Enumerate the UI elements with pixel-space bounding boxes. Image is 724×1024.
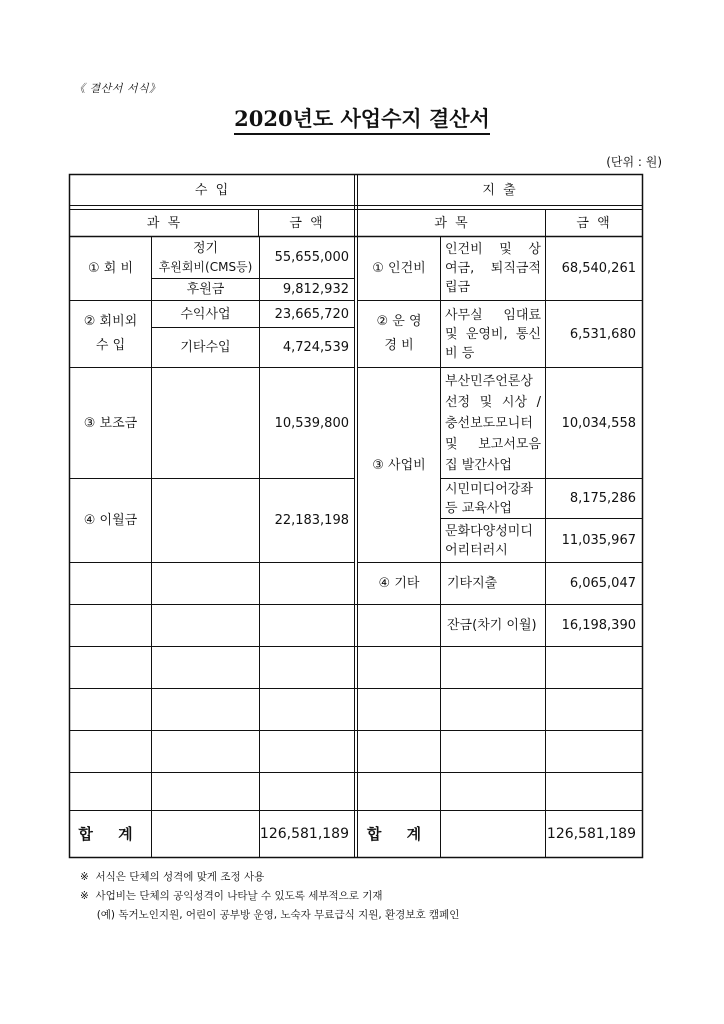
expense-operation-label-line2: 경 비 [384, 338, 414, 353]
expense-project-item1-line4: 및 보고서모음 [445, 436, 541, 452]
income-donation-amount: 9,812,932 [282, 282, 349, 297]
document-title-text: 2020년도 사업수지 결산서 [234, 106, 490, 135]
expense-other-detail: 기타지출 [447, 576, 498, 591]
income-regular-label-line2: 후원회비(CMS등) [158, 259, 253, 274]
income-profit-amount: 23,665,720 [274, 306, 349, 322]
header-expense-item: 과 목 [434, 215, 470, 231]
income-carryover-label: ④ 이월금 [83, 513, 138, 528]
income-other-label-line2: 수 입 [95, 338, 126, 353]
expense-personnel-detail-line2: 여금, 퇴직금적 [445, 261, 541, 276]
expense-personnel-detail-line1: 인건비 및 상 [445, 242, 541, 257]
expense-personnel-amount: 68,540,261 [561, 261, 636, 276]
expense-total-amount: 126,581,189 [546, 825, 636, 842]
header-income-amount: 금 액 [289, 215, 325, 231]
expense-project-item2-line2: 등 교육사업 [445, 500, 512, 516]
expense-project-item3-line2: 어리터러시 [445, 542, 508, 558]
income-regular-label-line1: 정기 [192, 240, 219, 256]
expense-other-amount: 6,065,047 [569, 576, 636, 591]
notes [80, 868, 459, 925]
expense-total-label: 합 계 [366, 824, 432, 843]
expense-project-item3-line1: 문화다양성미디 [445, 523, 533, 539]
header-income-item: 과 목 [146, 215, 183, 231]
expense-project-item3-detail [441, 519, 545, 562]
expense-personnel-detail-line3: 립금 [445, 280, 471, 295]
expense-operation-label [358, 301, 440, 367]
note-line: (예) 독거노인지원, 어린이 공부방 운영, 노숙자 무료급식 지원, 환경보호 캠페인 [80, 909, 460, 921]
expense-operation-detail-line2: 및 운영비, 통신 [445, 326, 541, 342]
expense-project-item1-line1: 부산민주언론상 [445, 373, 533, 389]
income-membership-label: ① 회 비 [87, 261, 134, 276]
income-subsidy-amount: 10,539,800 [274, 415, 349, 431]
expense-personnel-detail [441, 237, 545, 300]
expense-project-item1-detail [441, 368, 545, 478]
expense-project-item2-line1: 시민미디어강좌 [445, 481, 533, 497]
income-regular-label [152, 237, 259, 278]
note-line: ※ 사업비는 단체의 공익성격이 나타날 수 있도록 세부적으로 기재 [80, 890, 383, 902]
expense-operation-detail-line3: 비 등 [445, 345, 475, 361]
income-misc-amount: 4,724,539 [282, 340, 349, 355]
expense-balance-detail: 잔금(차기 이월) [447, 618, 537, 633]
expense-operation-detail-line1: 사무실 임대료 [445, 307, 541, 323]
note-line: ※ 서식은 단체의 성격에 맞게 조정 사용 [80, 871, 265, 883]
income-carryover-amount: 22,183,198 [274, 513, 349, 528]
expense-operation-label-line1: ② 운 영 [376, 314, 422, 329]
expense-personnel-label: ① 인건비 [372, 261, 426, 276]
form-label: 《 결산서 서식》 [74, 82, 161, 95]
income-profit-label: 수익사업 [180, 306, 231, 322]
expense-project-item3-amount: 11,035,967 [561, 533, 636, 548]
income-misc-label: 기타수입 [180, 340, 231, 355]
expense-project-label: ③ 사업비 [372, 457, 426, 473]
expense-project-item1-line5: 집 발간사업 [445, 457, 512, 473]
header-income: 수 입 [194, 182, 231, 198]
income-total-label: 합 계 [78, 824, 143, 843]
income-donation-label: 후원금 [186, 282, 225, 297]
expense-project-item2-detail [441, 479, 545, 518]
expense-project-item1-line3: 충선보도모니터 [445, 415, 533, 431]
expense-balance-amount: 16,198,390 [561, 618, 636, 633]
header-expense: 지 출 [482, 182, 518, 198]
income-total-amount: 126,581,189 [259, 825, 349, 842]
income-other-label-line1: ② 회비외 [83, 314, 138, 329]
expense-operation-amount: 6,531,680 [569, 326, 636, 342]
income-regular-amount: 55,655,000 [274, 250, 349, 265]
unit-label: (단위 : 원) [606, 155, 662, 169]
expense-operation-detail [441, 301, 545, 367]
expense-project-item1-amount: 10,034,558 [561, 415, 636, 431]
expense-other-label: ④ 기타 [378, 576, 420, 591]
header-expense-amount: 금 액 [576, 215, 612, 231]
income-other-label [70, 301, 151, 367]
income-subsidy-label: ③ 보조금 [83, 415, 138, 431]
expense-project-item1-line2: 선정 및 시상 / [445, 394, 541, 410]
expense-project-item2-amount: 8,175,286 [569, 491, 636, 506]
